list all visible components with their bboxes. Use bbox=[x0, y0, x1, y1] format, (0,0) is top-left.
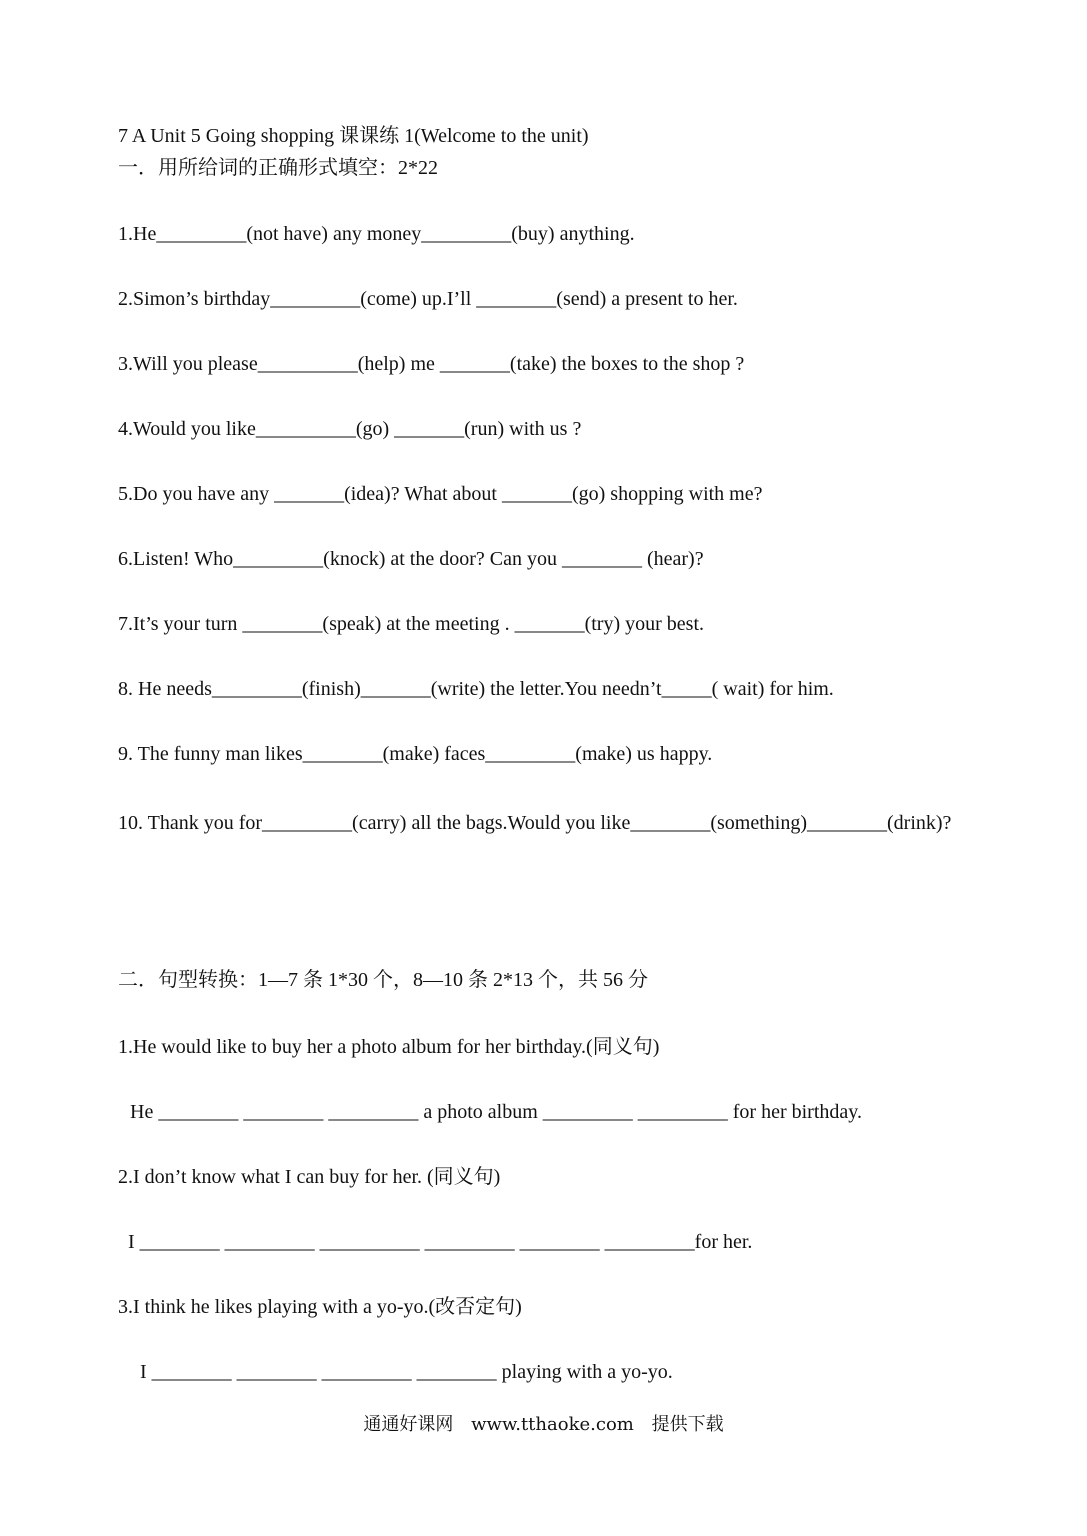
fill-blank-item-3: 3.Will you please__________(help) me _______(take) the boxes to the shop ? bbox=[118, 353, 745, 375]
fill-blank-item-6: 6.Listen! Who_________(knock) at the door? Can you ________ (hear)? bbox=[118, 548, 704, 570]
footer-note: 提供下载 bbox=[651, 1414, 724, 1435]
transform-answer-2: I ________ _________ __________ _________ ________ _________for her. bbox=[128, 1231, 753, 1253]
section-2-heading: 二．句型转换：1—7 条 1*30 个，8—10 条 2*13 个，共 56 分 bbox=[118, 969, 648, 991]
fill-blank-item-2: 2.Simon’s birthday_________(come) up.I’ll ________(send) a present to her. bbox=[118, 288, 738, 310]
fill-blank-item-10: 10. Thank you for_________(carry) all the bags.Would you like________(something)________(drink)? bbox=[118, 812, 952, 834]
footer-url: www.tthaoke.com bbox=[471, 1414, 634, 1435]
transform-question-1: 1.He would like to buy her a photo album for her birthday.(同义句) bbox=[118, 1036, 660, 1058]
section-1-heading: 一．用所给词的正确形式填空：2*22 bbox=[118, 157, 438, 179]
fill-blank-item-8: 8. He needs_________(finish)_______(write) the letter.You needn’t_____( wait) for him. bbox=[118, 678, 834, 700]
fill-blank-item-4: 4.Would you like__________(go) _______(run) with us ? bbox=[118, 418, 582, 440]
fill-blank-item-5: 5.Do you have any _______(idea)? What about _______(go) shopping with me? bbox=[118, 483, 763, 505]
fill-blank-item-1: 1.He_________(not have) any money_________(buy) anything. bbox=[118, 223, 635, 245]
page-footer bbox=[0, 1410, 1087, 1436]
fill-blank-item-7: 7.It’s your turn ________(speak) at the meeting . _______(try) your best. bbox=[118, 613, 704, 635]
page-title: 7 A Unit 5 Going shopping 课课练 1(Welcome to the unit) bbox=[118, 125, 589, 147]
footer-site-name: 通通好课网 bbox=[363, 1414, 454, 1435]
transform-question-3: 3.I think he likes playing with a yo-yo.(改否定句) bbox=[118, 1296, 522, 1318]
transform-question-2: 2.I don’t know what I can buy for her. (同义句) bbox=[118, 1166, 501, 1188]
transform-answer-1: He ________ ________ _________ a photo album _________ _________ for her birthday. bbox=[130, 1101, 862, 1123]
transform-answer-3: I ________ ________ _________ ________ playing with a yo-yo. bbox=[140, 1361, 673, 1383]
fill-blank-item-9: 9. The funny man likes________(make) faces_________(make) us happy. bbox=[118, 743, 713, 765]
